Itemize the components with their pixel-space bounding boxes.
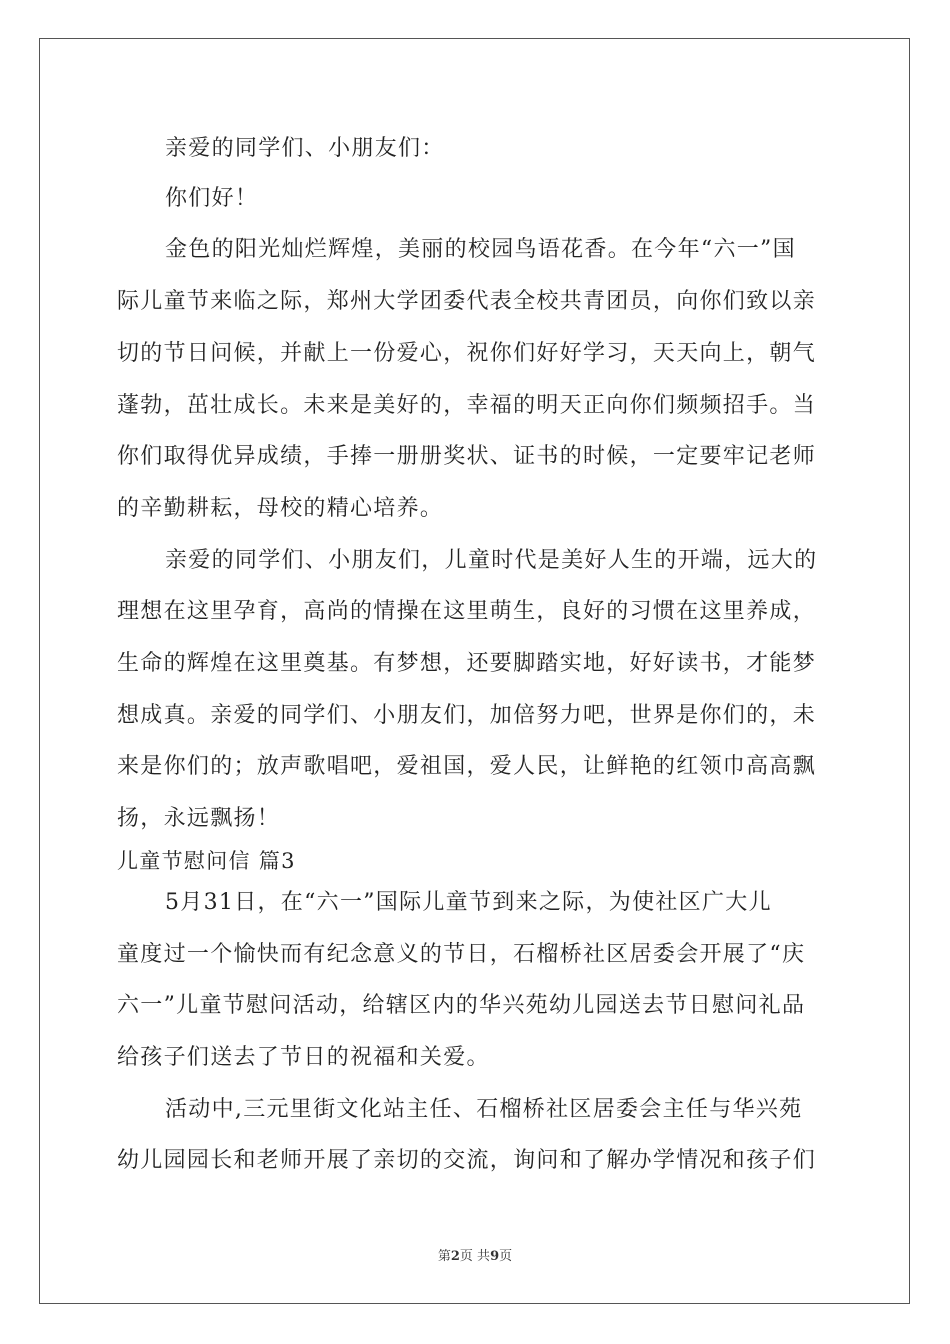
paragraph2-line: 来是你们的；放声歌唱吧，爱祖国，爱人民，让鲜艳的红领巾高高飘 xyxy=(117,754,817,779)
footer-total-pages: 9 xyxy=(490,1249,500,1264)
paragraph3-line: 给孩子们送去了节日的祝福和关爱。 xyxy=(117,1045,490,1070)
paragraph2-line: 理想在这里孕育，高尚的情操在这里萌生，良好的习惯在这里养成， xyxy=(117,599,817,624)
greeting-line: 亲爱的同学们、小朋友们： xyxy=(165,136,445,161)
footer-current-page: 2 xyxy=(450,1249,460,1264)
paragraph1-line: 切的节日问候，并献上一份爱心，祝你们好好学习，天天向上，朝气 xyxy=(117,341,817,366)
paragraph2-line: 亲爱的同学们、小朋友们，儿童时代是美好人生的开端，远大的 xyxy=(165,548,818,573)
paragraph1-line: 的辛勤耕耘，母校的精心培养。 xyxy=(117,496,444,521)
paragraph3-line: 5月31日，在“六一”国际儿童节到来之际，为使社区广大儿 xyxy=(165,890,772,915)
paragraph4-line: 幼儿园园长和老师开展了亲切的交流，询问和了解办学情况和孩子们 xyxy=(117,1148,817,1173)
paragraph2-line: 生命的辉煌在这里奠基。有梦想，还要脚踏实地，好好读书，才能梦 xyxy=(117,651,817,676)
footer-prefix: 第 xyxy=(437,1249,451,1264)
section-heading: 儿童节慰问信 篇3 xyxy=(117,849,296,873)
paragraph3-line: 童度过一个愉快而有纪念意义的节日，石榴桥社区居委会开展了“庆 xyxy=(117,942,806,967)
paragraph2-line: 扬，永远飘扬！ xyxy=(117,806,281,831)
paragraph1-line: 金色的阳光灿烂辉煌，美丽的校园鸟语花香。在今年“六一”国 xyxy=(165,237,796,262)
paragraph3-line: 六一”儿童节慰问活动，给辖区内的华兴苑幼儿园送去节日慰问礼品 xyxy=(117,993,806,1018)
paragraph1-line: 你们取得优异成绩，手捧一册册奖状、证书的时候，一定要牢记老师 xyxy=(117,444,817,469)
footer-suffix: 页 xyxy=(499,1249,513,1264)
paragraph4-line: 活动中,三元里街文化站主任、石榴桥社区居委会主任与华兴苑 xyxy=(165,1097,803,1122)
paragraph2-line: 想成真。亲爱的同学们、小朋友们，加倍努力吧，世界是你们的，未 xyxy=(117,703,817,728)
page-footer xyxy=(0,1249,950,1265)
paragraph1-line: 蓬勃，茁壮成长。未来是美好的，幸福的明天正向你们频频招手。当 xyxy=(117,393,817,418)
paragraph1-line: 际儿童节来临之际，郑州大学团委代表全校共青团员，向你们致以亲 xyxy=(117,289,817,314)
footer-middle: 页 共 xyxy=(459,1249,491,1264)
salutation-line: 你们好！ xyxy=(165,186,259,211)
